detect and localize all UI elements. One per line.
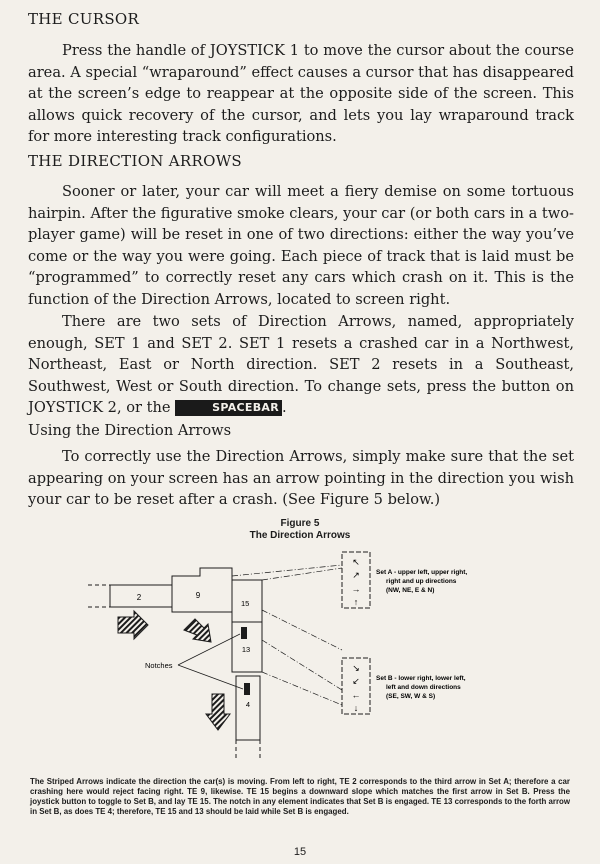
track-element-2 bbox=[110, 585, 172, 607]
figure-title: The Direction Arrows bbox=[249, 530, 351, 541]
arrow-left-icon: ← bbox=[351, 690, 361, 700]
set-a-desc-line1: Set A - upper left, upper right, bbox=[376, 569, 468, 576]
track-element-2-label: 2 bbox=[136, 593, 142, 602]
set-b-desc-line2: left and down directions bbox=[386, 684, 461, 691]
arrow-down-icon: ↓ bbox=[353, 703, 359, 713]
arrow-up-left-icon: ↖ bbox=[352, 557, 360, 567]
arrow-down-left-icon: ↙ bbox=[352, 676, 360, 686]
arrow-right-icon: → bbox=[351, 584, 361, 594]
notch-4 bbox=[244, 683, 250, 695]
using-arrows-heading: Using the Direction Arrows bbox=[28, 422, 232, 439]
striped-arrow-down-icon bbox=[206, 694, 230, 730]
using-arrows-paragraph: To correctly use the Direction Arrows, simply make sure that the set appearing on your screen has an arrow pointing in the direction you wish your car to be reset after a crash. (See Figure 5 below.) bbox=[28, 448, 574, 509]
sets-text: There are two sets of Direction Arrows, named, appropriately enough, SET 1 and SET 2. SET 1 resets a crashed car in a Northwest, Northeast, East or North direction. SET 2 resets in a Southeast, Southwest, West or South direction. To change sets, press the button on JOYSTICK 2, or the bbox=[28, 313, 574, 417]
notch-13 bbox=[241, 627, 247, 639]
track-element-13-label: 13 bbox=[241, 645, 251, 654]
figure-caption: The Striped Arrows indicate the direction the car(s) is moving. From left to right, TE 2 corresponds to the third arrow in Set A; therefore a car crashing here would reject facing right. TE 9, likewise. TE 15 begins a downward slope which matches the first arrow in Set B. Press the joystick button to toggle to Set B, and lay TE 15. The notch in any element indicates that Set B is engaged. TE 13 corresponds to the forth arrow in Set B, as does TE 4; therefore, TE 15 and 13 should be laid while Set B is engaged. bbox=[30, 777, 570, 816]
page-number: 15 bbox=[293, 846, 307, 858]
track-element-13 bbox=[232, 622, 262, 672]
figure-title-block bbox=[200, 518, 400, 542]
set-a-desc-line2: right and up directions bbox=[386, 578, 457, 585]
figure-5-diagram bbox=[0, 540, 600, 770]
direction-arrows-paragraph-1: Sooner or later, your car will meet a fiery demise on some tortuous hairpin. After the figurative smoke clears, your car (or both cars in a two-player game) will be reset in one of two directions: either the way you’ve come or the way you were going. Each piece of track that is laid must be “programmed” to correctly reset any cars which crash on it. This is the function of the Direction Arrows, located to screen right. bbox=[28, 183, 574, 308]
cursor-heading: THE CURSOR bbox=[28, 10, 140, 28]
spacebar-key-label: SPACEBAR bbox=[175, 400, 282, 416]
track-element-9-label: 9 bbox=[195, 591, 201, 600]
set-a-desc-line3: (NW, NE, E & N) bbox=[386, 587, 435, 594]
track-element-15-label: 15 bbox=[241, 599, 250, 608]
striped-arrow-right-icon bbox=[118, 611, 148, 639]
set-b-desc-line1: Set B - lower right, lower left, bbox=[376, 675, 466, 682]
arrow-set-a-panel bbox=[342, 552, 467, 608]
sets-text-end: . bbox=[282, 399, 287, 417]
track-element-4-label: 4 bbox=[245, 700, 251, 709]
direction-arrows-paragraph-2 bbox=[28, 311, 574, 419]
direction-arrows-heading: THE DIRECTION ARROWS bbox=[28, 152, 243, 170]
track-element-4 bbox=[236, 676, 260, 740]
arrow-up-right-icon: ↗ bbox=[352, 570, 360, 580]
figure-label: Figure 5 bbox=[280, 518, 320, 529]
arrow-down-right-icon: ↘ bbox=[352, 663, 360, 673]
notches-label: Notches bbox=[145, 661, 173, 670]
striped-arrow-down-right-icon bbox=[184, 619, 211, 642]
cursor-paragraph: Press the handle of JOYSTICK 1 to move the cursor about the course area. A special “wraparound” effect causes a cursor that has disappeared at the screen’s edge to reappear at the opposite side of the screen. This allows quick recovery of the cursor, and lets you lay wraparound track for more interesting track configurations. bbox=[28, 42, 574, 146]
arrow-set-b-panel bbox=[342, 658, 466, 714]
track-element-15 bbox=[232, 580, 262, 622]
track-element-9 bbox=[172, 568, 232, 612]
arrow-up-icon: ↑ bbox=[353, 597, 359, 607]
set-b-desc-line3: (SE, SW, W & S) bbox=[386, 693, 436, 700]
